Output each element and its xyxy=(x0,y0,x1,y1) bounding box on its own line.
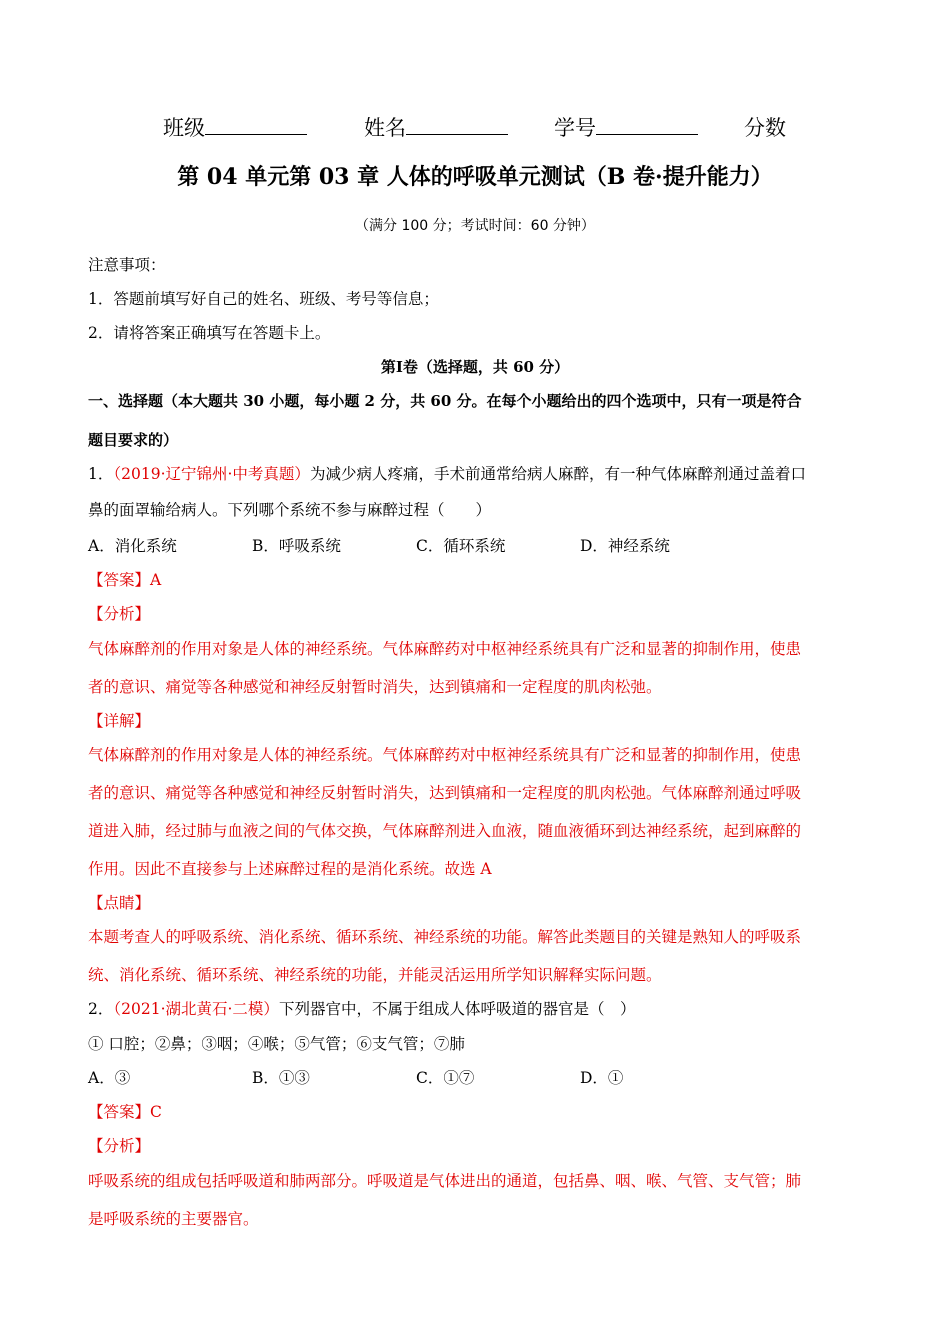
question-1-options xyxy=(0,534,950,556)
detail-text: 气体麻醉剂的作用对象是人体的神经系统。气体麻醉药对中枢神经系统具有广泛和显著的抑制作用，使患 xyxy=(88,746,802,764)
question-1-stem-cont: 鼻的面罩输给病人。下列哪个系统不参与麻醉过程（ ） xyxy=(88,501,492,519)
answer: 【答案】A xyxy=(88,571,162,589)
question-number: 1． xyxy=(88,465,114,483)
comment-text: 统、消化系统、循环系统、神经系统的功能，并能灵活运用所学知识解释实际问题。 xyxy=(88,966,662,984)
analysis-text: 是呼吸系统的主要器官。 xyxy=(88,1210,259,1228)
section-instruction: 一、选择题（本大题共 30 小题，每小题 2 分，共 60 分。在每个小题给出的四个选项中，只有一项是符合 xyxy=(88,392,802,410)
question-number: 2． xyxy=(88,1000,114,1018)
class-blank xyxy=(205,114,307,135)
question-2-stem xyxy=(88,997,635,1019)
name-field xyxy=(364,112,508,142)
exam-info: （满分 100 分；考试时间：60 分钟） xyxy=(355,218,595,234)
analysis-text: 气体麻醉剂的作用对象是人体的神经系统。气体麻醉药对中枢神经系统具有广泛和显著的抑制作用，使患 xyxy=(88,640,802,658)
analysis-text: 呼吸系统的组成包括呼吸道和肺两部分。呼吸道是气体进出的通道，包括鼻、咽、喉、气管、支气管；肺 xyxy=(88,1172,802,1190)
class-field xyxy=(163,112,307,142)
notes-heading: 注意事项： xyxy=(88,256,166,274)
question-text: 下列器官中，不属于组成人体呼吸道的器官是（ ） xyxy=(278,1000,636,1018)
question-2-items: ① 口腔；②鼻；③咽；④喉；⑤气管；⑥支气管；⑦肺 xyxy=(88,1035,465,1053)
option-d: D．① xyxy=(580,1069,624,1087)
note-item: 2．请将答案正确填写在答题卡上。 xyxy=(88,324,331,342)
section-title: 第Ⅰ卷（选择题，共 60 分） xyxy=(380,358,570,376)
analysis-label: 【分析】 xyxy=(88,605,151,623)
detail-label: 【详解】 xyxy=(88,712,151,730)
question-source: （2021·湖北黄石·二模） xyxy=(113,1000,279,1018)
option-a: A．消化系统 xyxy=(88,537,177,555)
answer: 【答案】C xyxy=(88,1103,162,1121)
question-1-stem xyxy=(88,462,806,484)
option-b: B．呼吸系统 xyxy=(252,537,341,555)
page-title: 第 04 单元第 03 章 人体的呼吸单元测试（B 卷·提升能力） xyxy=(177,164,773,190)
option-a: A．③ xyxy=(88,1069,131,1087)
section-instruction-cont: 题目要求的） xyxy=(88,431,179,449)
student-id-blank xyxy=(596,114,698,135)
comment-label: 【点睛】 xyxy=(88,894,151,912)
option-d: D．神经系统 xyxy=(580,537,670,555)
student-id-label: 学号 xyxy=(554,116,596,140)
name-blank xyxy=(406,114,508,135)
note-item: 1．答题前填写好自己的姓名、班级、考号等信息； xyxy=(88,290,439,308)
option-c: C．循环系统 xyxy=(416,537,506,555)
detail-text: 道进入肺，经过肺与血液之间的气体交换，气体麻醉剂进入血液，随血液循环到达神经系统，起到麻醉的 xyxy=(88,822,802,840)
question-source: （2019·辽宁锦州·中考真题） xyxy=(113,465,310,483)
option-b: B．①③ xyxy=(252,1069,310,1087)
class-label: 班级 xyxy=(163,116,205,140)
question-text: 为减少病人疼痛，手术前通常给病人麻醉，有一种气体麻醉剂通过盖着口 xyxy=(309,465,806,483)
score-label: 分数 xyxy=(744,116,786,140)
student-id-field xyxy=(554,112,698,142)
question-2-options xyxy=(0,1066,950,1088)
analysis-text: 者的意识、痛觉等各种感觉和神经反射暂时消失，达到镇痛和一定程度的肌肉松弛。 xyxy=(88,678,662,696)
detail-text: 作用。因此不直接参与上述麻醉过程的是消化系统。故选 A xyxy=(88,860,492,878)
analysis-label: 【分析】 xyxy=(88,1137,151,1155)
name-label: 姓名 xyxy=(364,116,406,140)
detail-text: 者的意识、痛觉等各种感觉和神经反射暂时消失，达到镇痛和一定程度的肌肉松弛。气体麻醉剂通过呼吸 xyxy=(88,784,802,802)
option-c: C．①⑦ xyxy=(416,1069,475,1087)
comment-text: 本题考查人的呼吸系统、消化系统、循环系统、神经系统的功能。解答此类题目的关键是熟知人的呼吸系 xyxy=(88,928,802,946)
